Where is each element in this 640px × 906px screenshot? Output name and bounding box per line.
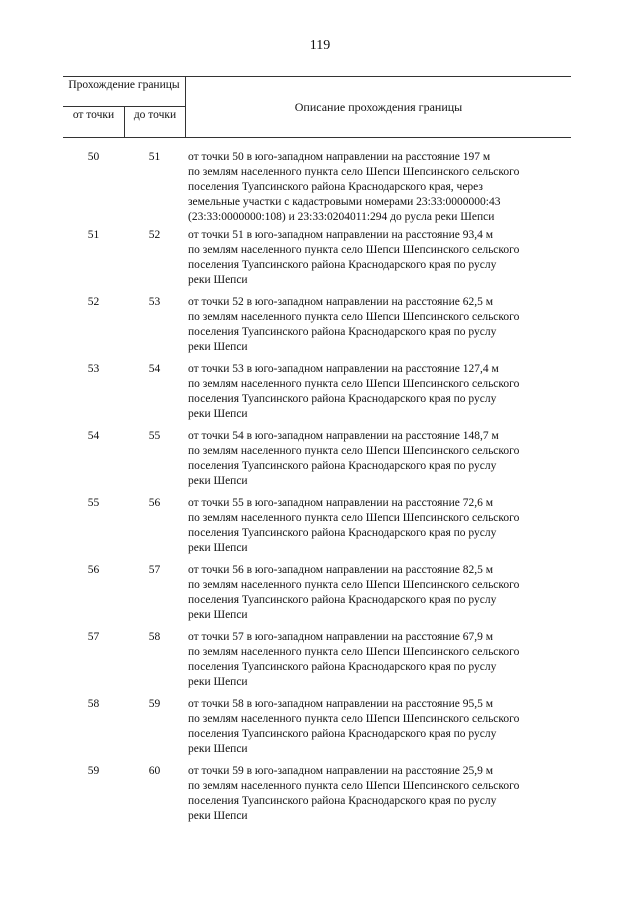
description-cell: от точки 51 в юго-западном направлении на расстояние 93,4 м по землям населенного пункта село Шепси Шепсинского сельского поселения Туапсинского района Краснодарского края по руслу реки Шепси bbox=[188, 229, 520, 286]
to-point-cell: 52 bbox=[148, 229, 161, 241]
table-row bbox=[63, 295, 571, 362]
from-point-cell: 56 bbox=[87, 564, 100, 576]
to-point-cell: 51 bbox=[148, 151, 161, 163]
header-boundary-passage: Прохождение границы bbox=[63, 77, 185, 107]
table-row bbox=[63, 228, 571, 295]
from-point-cell: 53 bbox=[87, 363, 100, 375]
from-point-cell: 57 bbox=[87, 631, 100, 643]
page-number: 119 bbox=[309, 38, 331, 53]
from-point-cell: 50 bbox=[87, 151, 100, 163]
header-to-point: до точки bbox=[124, 107, 185, 137]
description-cell: от точки 56 в юго-западном направлении на расстояние 82,5 м по землям населенного пункта село Шепси Шепсинского сельского поселения Туапсинского района Краснодарского края по руслу реки Шепси bbox=[188, 564, 520, 621]
description-cell: от точки 57 в юго-западном направлении на расстояние 67,9 м по землям населенного пункта село Шепси Шепсинского сельского поселения Туапсинского района Краснодарского края по руслу реки Шепси bbox=[188, 631, 520, 688]
to-point-cell: 56 bbox=[148, 497, 161, 509]
description-cell: от точки 54 в юго-западном направлении на расстояние 148,7 м по землям населенного пункта село Шепси Шепсинского сельского поселения Туапсинского района Краснодарского края по руслу реки Шепси bbox=[188, 430, 520, 487]
from-point-cell: 51 bbox=[87, 229, 100, 241]
table-row bbox=[63, 697, 571, 764]
to-point-cell: 57 bbox=[148, 564, 161, 576]
to-point-cell: 53 bbox=[148, 296, 161, 308]
to-point-cell: 59 bbox=[148, 698, 161, 710]
table-row bbox=[63, 150, 571, 228]
table-body bbox=[63, 150, 571, 831]
table-row bbox=[63, 563, 571, 630]
table-row bbox=[63, 496, 571, 563]
description-cell: от точки 55 в юго-западном направлении на расстояние 72,6 м по землям населенного пункта село Шепси Шепсинского сельского поселения Туапсинского района Краснодарского края по руслу реки Шепси bbox=[188, 497, 520, 554]
table-row bbox=[63, 362, 571, 429]
table-header bbox=[63, 76, 571, 138]
description-cell: от точки 50 в юго-западном направлении на расстояние 197 м по землям населенного пункта село Шепси Шепсинского сельского поселения Туапсинского района Краснодарского края, через земельные участки с кадастровыми номерами 23:33:0000000:43 (23:33:0000000:108) и 23:33:0204011:294 до русла реки Шепси bbox=[188, 151, 520, 223]
header-from-point: от точки bbox=[72, 109, 115, 121]
table-row bbox=[63, 764, 571, 831]
from-point-cell: 55 bbox=[87, 497, 100, 509]
from-point-cell: 54 bbox=[87, 430, 100, 442]
description-cell: от точки 59 в юго-западном направлении на расстояние 25,9 м по землям населенного пункта село Шепси Шепсинского сельского поселения Туапсинского района Краснодарского края по руслу реки Шепси bbox=[188, 765, 520, 822]
description-cell: от точки 53 в юго-западном направлении на расстояние 127,4 м по землям населенного пункта село Шепси Шепсинского сельского поселения Туапсинского района Краснодарского края по руслу реки Шепси bbox=[188, 363, 520, 420]
description-cell: от точки 52 в юго-западном направлении на расстояние 62,5 м по землям населенного пункта село Шепси Шепсинского сельского поселения Туапсинского района Краснодарского края по руслу реки Шепси bbox=[188, 296, 520, 353]
to-point-cell: 58 bbox=[148, 631, 161, 643]
table-row bbox=[63, 630, 571, 697]
from-point-cell: 59 bbox=[87, 765, 100, 777]
table-row bbox=[63, 429, 571, 496]
description-cell: от точки 58 в юго-западном направлении на расстояние 95,5 м по землям населенного пункта село Шепси Шепсинского сельского поселения Туапсинского района Краснодарского края по руслу реки Шепси bbox=[188, 698, 520, 755]
to-point-cell: 60 bbox=[148, 765, 161, 777]
to-point-cell: 54 bbox=[148, 363, 161, 375]
header-description: Описание прохождения границы bbox=[185, 77, 571, 137]
to-point-cell: 55 bbox=[148, 430, 161, 442]
from-point-cell: 58 bbox=[87, 698, 100, 710]
from-point-cell: 52 bbox=[87, 296, 100, 308]
